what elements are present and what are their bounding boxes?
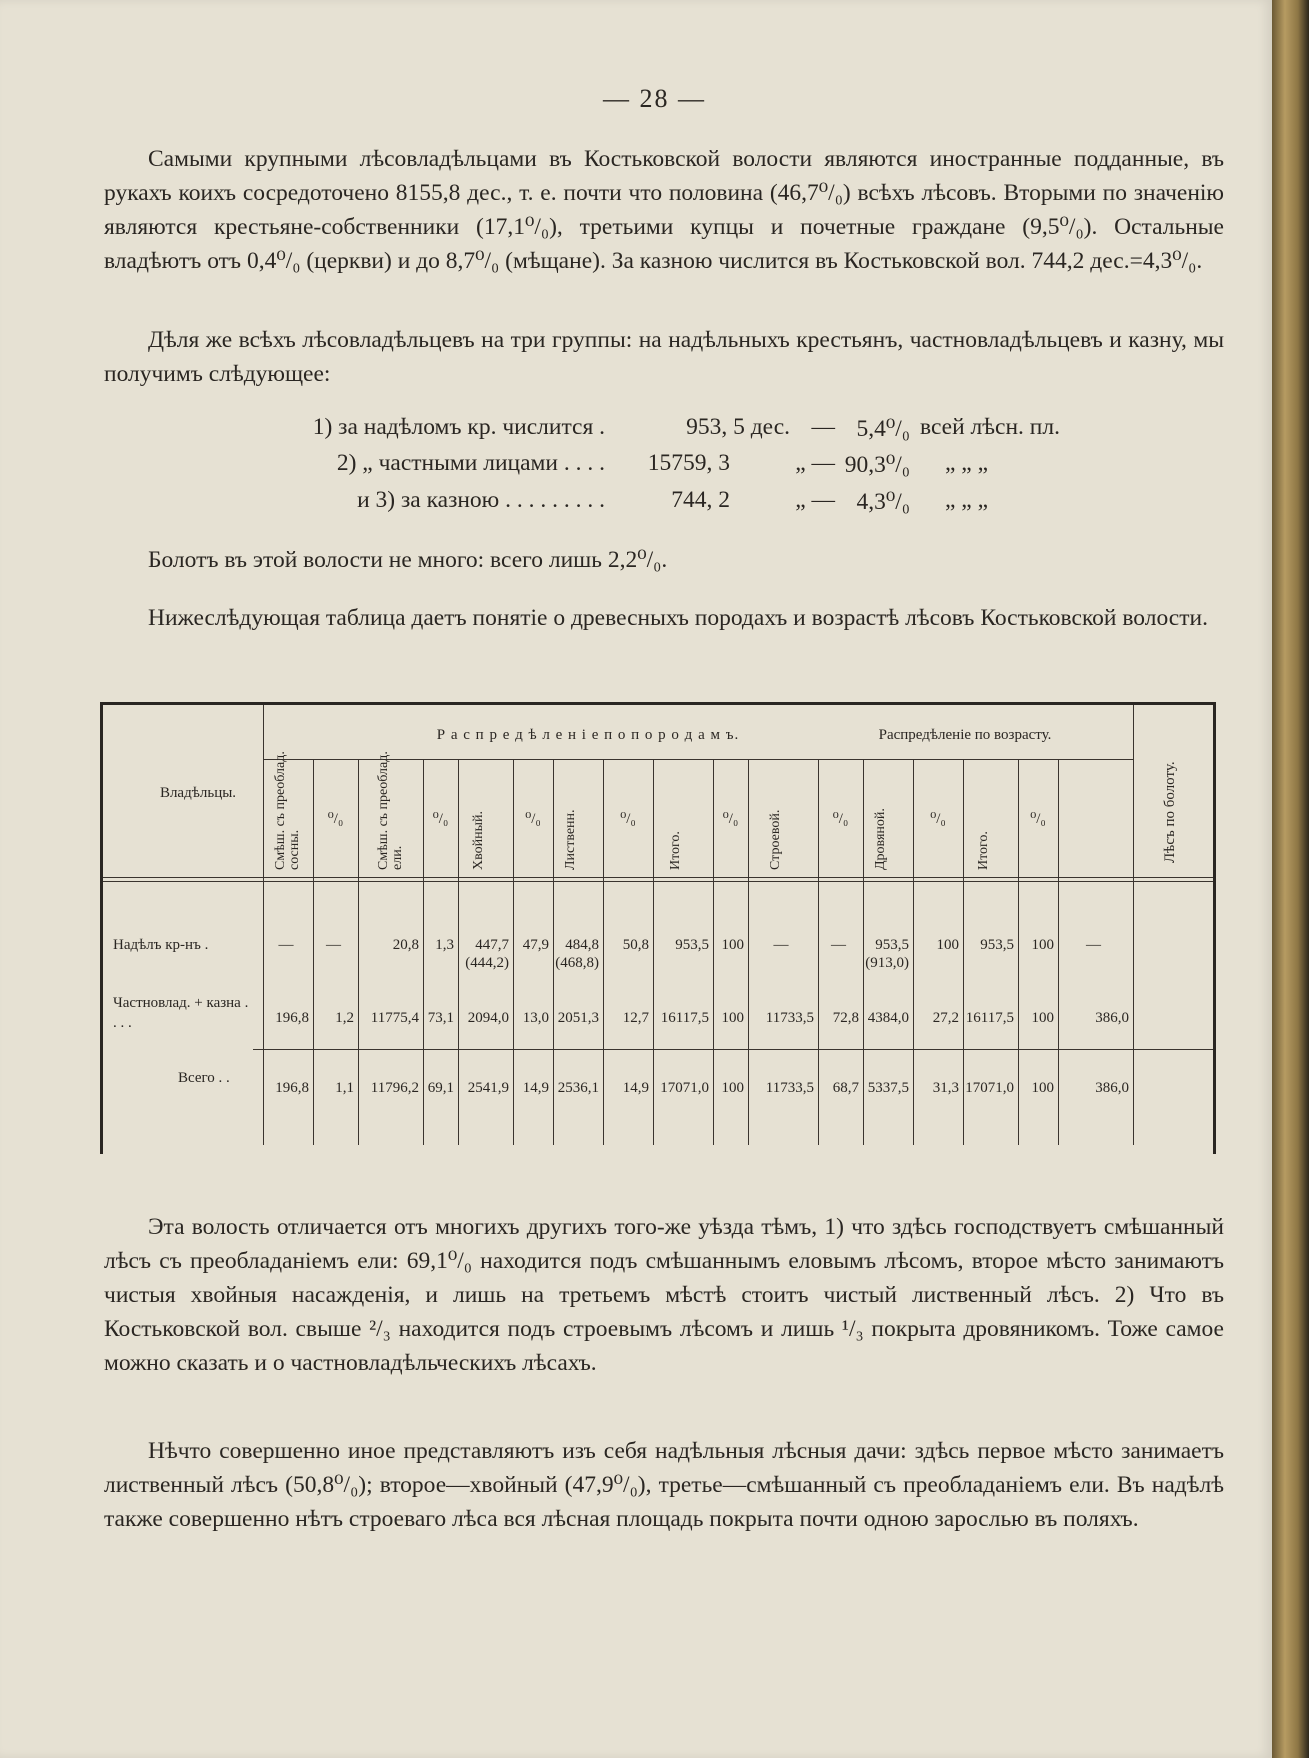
table-cell: 17071,0: [660, 1080, 709, 1096]
table-cell: —: [326, 937, 341, 953]
table-cell: 17071,0: [965, 1080, 1014, 1096]
table-cell-sub: (913,0): [865, 955, 909, 971]
table-cell: 16117,5: [965, 1010, 1014, 1026]
paragraph-5: Эта волость отличается отъ многихъ другихъ того-же уѣзда тѣмъ, 1) что здѣсь господствуетъ смѣшанный лѣсъ съ преобладаніемъ ели: 69,1⁰/₀ находится подъ смѣшаннымъ еловымъ лѣсомъ, второе мѣсто занимаютъ чистыя хвойныя насажденія, и лишь на третьемъ мѣстѣ стоитъ чистый лиственный лѣсъ. 2) Что въ Костьковской вол. свыше ²/₃ находится подъ строевымъ лѣсомъ и лишь ¹/₃ покрыта дровяникомъ. Тоже самое можно сказать и о частновладѣльческихъ лѣсахъ.: [104, 1214, 1224, 1376]
table-cell: 484,8: [565, 937, 599, 953]
table-cell: —: [278, 937, 294, 953]
table-cell: 11733,5: [765, 1010, 814, 1026]
page-number: — 28 —: [603, 84, 706, 113]
table-cell: 68,7: [832, 1080, 859, 1096]
column-header: ⁰/₀: [832, 811, 849, 827]
forest-table: [100, 702, 1216, 1154]
column-header: Смѣш. съ преоблад. ели.: [375, 751, 405, 870]
table-cell: 5337,5: [867, 1080, 909, 1096]
table-cell: 13,0: [522, 1010, 549, 1026]
table-cell-sub: (468,8): [555, 955, 599, 971]
column-header: Строевой.: [768, 809, 783, 870]
table-cell-sub: (444,2): [465, 955, 509, 971]
column-header: Дровяной.: [873, 808, 888, 870]
paragraph-3: Болотъ въ этой волости не много: всего лишь 2,2⁰/₀.: [148, 547, 668, 573]
table-cell: 100: [1031, 937, 1054, 953]
table-cell: 196,8: [275, 1010, 309, 1026]
table-cell: 47,9: [522, 937, 549, 953]
table-cell: 11775,4: [370, 1010, 419, 1026]
table-cell: 953,5: [675, 937, 709, 953]
list-item: [0, 414, 1272, 448]
table-cell: 2541,9: [467, 1080, 509, 1096]
species-header: Р а с п р е д ѣ л е н і е п о п о р о д а м ъ.: [436, 727, 740, 743]
table-cell: 1,2: [335, 1010, 354, 1026]
table-cell: —: [831, 937, 846, 953]
table-cell: 27,2: [932, 1010, 959, 1026]
paragraph-2: Дѣля же всѣхъ лѣсовладѣльцевъ на три группы: на надѣльныхъ крестьянъ, частновладѣльцевъ и казну, мы получимъ слѣдующее:: [104, 327, 1224, 387]
table-cell: 2094,0: [467, 1010, 509, 1026]
table-cell: 69,1: [427, 1080, 454, 1096]
table-cell: 16117,5: [660, 1010, 709, 1026]
table-cell: —: [773, 937, 789, 953]
table-cell: 100: [1031, 1010, 1054, 1026]
list-item: [0, 487, 1272, 521]
table-cell: 11733,5: [765, 1080, 814, 1096]
row-label: Всего . .: [178, 1070, 230, 1086]
list-value: 953, 5 дес.: [686, 414, 790, 440]
table-cell: 72,8: [832, 1010, 859, 1026]
list-dash: „ —: [795, 487, 835, 513]
paragraph-4: Нижеслѣдующая таблица даетъ понятіе о древесныхъ породахъ и возрастѣ лѣсовъ Костьковской волости.: [148, 605, 1208, 631]
table-cell: 20,8: [392, 937, 419, 953]
table-cell: 2536,1: [557, 1080, 599, 1096]
table-cell: 12,7: [622, 1010, 649, 1026]
owner-header: Владѣльцы.: [159, 785, 237, 801]
table-cell: 31,3: [932, 1080, 959, 1096]
table-cell: 100: [721, 1010, 744, 1026]
list-percent: 4,3⁰/₀: [856, 489, 910, 515]
table-cell: 100: [936, 937, 959, 953]
row-label: Надѣлъ кр-нъ .: [113, 937, 209, 953]
table-cell: 953,5: [980, 937, 1014, 953]
table-cell: 14,9: [522, 1080, 549, 1096]
column-header: Итого.: [975, 831, 991, 870]
table-cell: 196,8: [275, 1080, 309, 1096]
book-spine: [1272, 0, 1309, 1758]
table-cell: 100: [1031, 1080, 1054, 1096]
table-cell: 2051,3: [557, 1010, 599, 1026]
column-header: Хвойный.: [470, 810, 486, 870]
list-percent: 5,4⁰/₀: [856, 416, 910, 442]
column-header: Смѣш. съ преоблад. сосны.: [273, 751, 302, 870]
list-tail: „ „ „: [945, 487, 989, 513]
list-item: [0, 450, 1272, 484]
column-header: ⁰/₀: [327, 811, 344, 827]
column-header: ⁰/₀: [1030, 811, 1046, 827]
table-cell: 11796,2: [370, 1080, 419, 1096]
paragraph-6: Нѣчто совершенно иное представляютъ изъ себя надѣльныя лѣсныя дачи: здѣсь первое мѣсто занимаетъ лиственный лѣсъ (50,8⁰/₀); второе—хвойный (47,9⁰/₀), третье—смѣшанный съ преобладаніемъ ели. Въ надѣлѣ также совершенно нѣтъ строеваго лѣса вся лѣсная площадь покрыта почти одною зарослью въ поляхъ.: [104, 1438, 1224, 1532]
column-header: ⁰/₀: [722, 811, 739, 827]
list-tail: „ „ „: [945, 450, 989, 476]
list-label: 1) за надѣломъ кр. числится .: [312, 414, 605, 440]
table-cell: 14,9: [622, 1080, 649, 1096]
column-header: ⁰/₀: [620, 811, 636, 827]
table-cell: 100: [721, 1080, 744, 1096]
table-cell: 953,5: [875, 937, 909, 953]
list-dash: —: [811, 414, 835, 440]
table-cell: 1,1: [335, 1080, 354, 1096]
list-value: 15759, 3: [647, 450, 730, 476]
list-percent: 90,3⁰/₀: [844, 452, 910, 478]
column-header: ⁰/₀: [525, 811, 541, 827]
column-header: ⁰/₀: [930, 811, 946, 827]
table-cell: 50,8: [622, 937, 649, 953]
list-value: 744, 2: [671, 487, 730, 513]
table-cell: 73,1: [427, 1010, 454, 1026]
table-cell: 100: [721, 937, 744, 953]
column-header: Итого.: [668, 831, 683, 870]
row-label: Частновлад. + казна . . . .: [113, 995, 249, 1031]
table-cell: —: [1086, 937, 1101, 953]
list-dash: „ —: [795, 450, 835, 476]
list-label: 2) „ частными лицами . . . .: [336, 450, 605, 476]
table-cell: 447,7: [475, 937, 509, 953]
list-tail: всей лѣсн. пл.: [920, 414, 1060, 440]
table-cell: 386,0: [1095, 1080, 1129, 1096]
swamp-header: Лѣсъ по болоту.: [1162, 761, 1178, 863]
column-header: ⁰/₀: [432, 811, 449, 827]
table-cell: 386,0: [1095, 1010, 1129, 1026]
age-header: Распредѣленіе по возрасту.: [878, 727, 1052, 743]
list-label: и 3) за казною . . . . . . . . .: [357, 487, 605, 513]
paragraph-1: Самыми крупными лѣсовладѣльцами въ Костьковской волости являются иностранные подданные, въ рукахъ коихъ сосредоточено 8155,8 дес., т. е. почти что половина (46,7⁰/₀) всѣхъ лѣсовъ. Вторыми по значенію являются крестьяне-собственники (17,1⁰/₀), третьими купцы и почетные граждане (9,5⁰/₀). Остальные владѣютъ отъ 0,4⁰/₀ (церкви) и до 8,7⁰/₀ (мѣщане). За казною числится въ Костьковской вол. 744,2 дес.=4,3⁰/₀.: [104, 146, 1224, 274]
table-cell: 4384,0: [867, 1010, 909, 1026]
table-cell: 1,3: [435, 937, 454, 953]
column-header: Лиственн.: [563, 809, 578, 870]
